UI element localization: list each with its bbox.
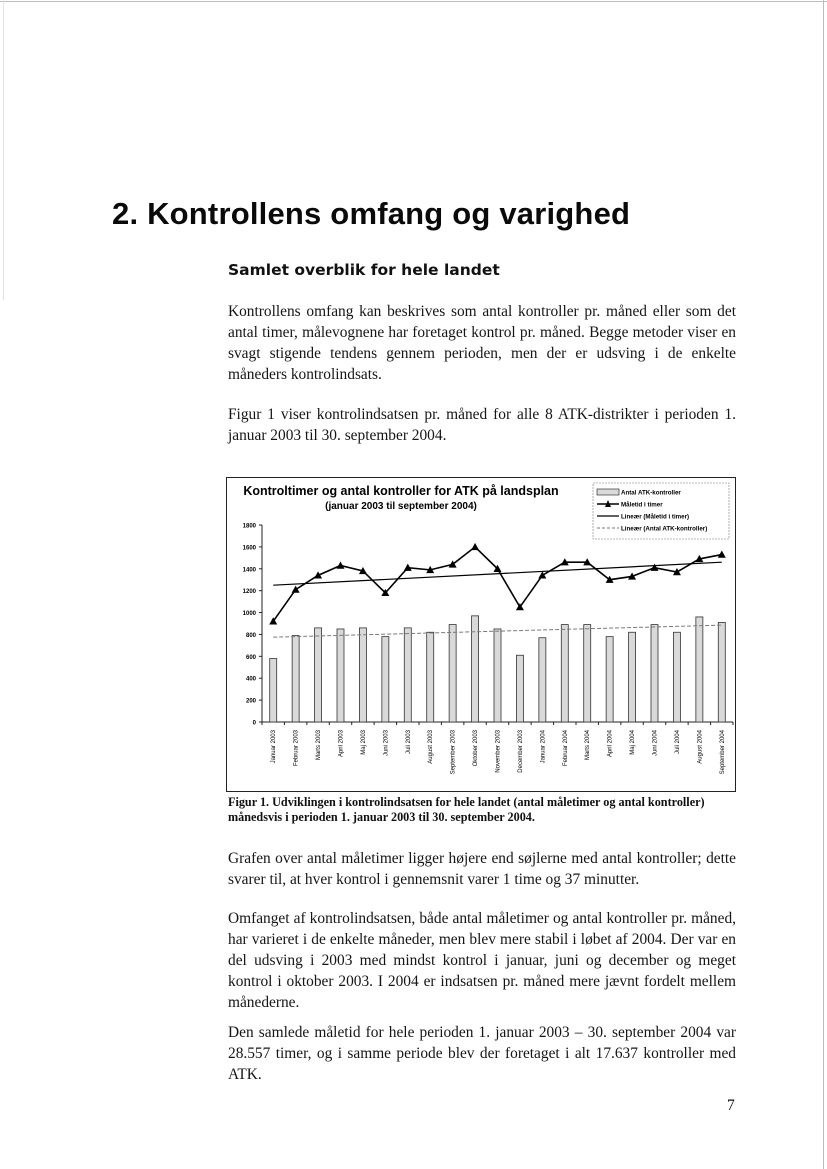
x-category-label: August 2004 xyxy=(697,730,704,764)
page-number: 7 xyxy=(727,1097,735,1114)
chart-subtitle: (januar 2003 til september 2004) xyxy=(325,501,477,512)
y-tick-label: 1200 xyxy=(242,589,256,596)
x-category-label: April 2003 xyxy=(338,730,345,758)
y-tick-label: 400 xyxy=(245,676,256,683)
scan-edge-top xyxy=(0,1,827,2)
x-category-label: Februar 2004 xyxy=(562,730,569,767)
scan-edge-right xyxy=(823,0,824,1169)
bar-antal-kontroller xyxy=(561,625,568,722)
x-category-label: Marts 2003 xyxy=(316,730,323,761)
legend-swatch-bar xyxy=(597,489,619,495)
bar-antal-kontroller xyxy=(606,637,613,722)
x-category-label: Marts 2004 xyxy=(585,730,592,761)
legend-label: Lineær (Måletid i timer) xyxy=(621,513,690,521)
x-category-label: Juli 2003 xyxy=(405,730,412,755)
x-category-label: Oktober 2003 xyxy=(473,730,480,767)
scan-edge-left xyxy=(3,0,4,300)
y-tick-label: 1800 xyxy=(242,523,256,530)
x-category-label: November 2003 xyxy=(495,730,502,773)
bar-antal-kontroller xyxy=(629,632,636,722)
figure-1 xyxy=(226,477,736,792)
bar-antal-kontroller xyxy=(382,637,389,722)
figure-caption: Figur 1. Udviklingen i kontrolindsatsen for hele landet (antal måletimer og antal kontroller) månedsvis i perioden 1. januar 2003 til 30. september 2004. xyxy=(228,795,705,824)
bar-antal-kontroller xyxy=(359,628,366,722)
x-category-label: Februar 2003 xyxy=(293,730,300,767)
x-category-label: Januar 2003 xyxy=(271,730,278,764)
bar-antal-kontroller xyxy=(427,632,434,722)
bar-antal-kontroller xyxy=(315,628,322,722)
legend-label: Måletid i timer xyxy=(621,501,663,509)
y-tick-label: 1000 xyxy=(242,611,256,618)
x-category-label: Juli 2004 xyxy=(674,730,681,755)
x-category-label: April 2004 xyxy=(607,730,614,758)
x-category-label: Maj 2003 xyxy=(360,730,367,755)
marker-maaletid xyxy=(337,561,345,568)
y-tick-label: 0 xyxy=(252,720,256,727)
bar-antal-kontroller xyxy=(651,625,658,722)
bar-antal-kontroller xyxy=(673,632,680,722)
x-category-label: Januar 2004 xyxy=(540,730,547,764)
marker-maaletid xyxy=(651,564,659,571)
y-tick-label: 800 xyxy=(245,632,256,639)
x-category-label: August 2003 xyxy=(428,730,435,764)
y-tick-label: 1400 xyxy=(242,567,256,574)
x-category-label: Juni 2004 xyxy=(652,730,659,757)
bar-antal-kontroller xyxy=(449,625,456,722)
paragraph-graph-comment: Grafen over antal måletimer ligger højere end søjlerne med antal kontroller; dette svarer til, at hver kontrol i gennemsnit varer 1 time og 37 minutter. xyxy=(228,850,736,888)
line-maaletid xyxy=(273,547,722,621)
bar-antal-kontroller xyxy=(270,659,277,722)
bar-antal-kontroller xyxy=(404,628,411,722)
bar-antal-kontroller xyxy=(539,638,546,722)
legend-label: Antal ATK-kontroller xyxy=(621,489,681,497)
paragraph-totals: Den samlede måletid for hele perioden 1. januar 2003 – 30. september 2004 var 28.557 timer, og i samme periode blev der foretaget i alt 17.637 kontroller med ATK. xyxy=(228,1024,736,1083)
marker-maaletid xyxy=(471,543,479,550)
bar-antal-kontroller xyxy=(292,636,299,722)
chart xyxy=(227,478,737,793)
legend-label: Lineær (Antal ATK-kontroller) xyxy=(621,525,708,533)
x-category-label: September 2004 xyxy=(719,730,726,775)
x-category-label: September 2003 xyxy=(450,730,457,775)
y-tick-label: 1600 xyxy=(242,545,256,552)
marker-maaletid xyxy=(718,551,726,558)
paragraph-intro: Kontrollens omfang kan beskrives som antal kontroller pr. måned eller som det antal timer, målevognene har foretaget kontrol pr. måned. Begge metoder viser en svagt stigende tendens gennem perioden, men der er udsving i de enkelte måneders kontrolindsats. xyxy=(228,303,736,383)
bar-antal-kontroller xyxy=(718,622,725,722)
y-tick-label: 600 xyxy=(245,654,256,661)
x-category-label: Maj 2004 xyxy=(630,730,637,755)
bar-antal-kontroller xyxy=(494,629,501,722)
chapter-title: 2. Kontrollens omfang og varighed xyxy=(112,196,631,231)
marker-maaletid xyxy=(292,586,300,593)
paragraph-variation: Omfanget af kontrolindsatsen, både antal måletimer og antal kontroller pr. måned, har varieret i de enkelte måneder, men blev mere stabil i løbet af 2004. Der var en del udsving i 2003 med mindst kontrol i januar, juni og december og meget kontrol i oktober 2003. I 2004 er indsatsen pr. måned mere jævnt fordelt mellem månederne. xyxy=(228,910,736,1011)
bar-antal-kontroller xyxy=(516,655,523,722)
paragraph-figure-reference: Figur 1 viser kontrolindsatsen pr. måned for alle 8 ATK-distrikter i perioden 1. januar 2003 til 30. september 2004. xyxy=(228,406,736,444)
y-tick-label: 200 xyxy=(245,698,256,705)
bar-antal-kontroller xyxy=(337,629,344,722)
marker-maaletid xyxy=(538,571,546,578)
bar-antal-kontroller xyxy=(584,625,591,722)
x-category-label: December 2003 xyxy=(517,730,524,773)
x-category-label: Juni 2003 xyxy=(383,730,390,757)
bar-antal-kontroller xyxy=(696,617,703,722)
section-title: Samlet overblik for hele landet xyxy=(228,261,500,279)
chart-title: Kontroltimer og antal kontroller for ATK på landsplan xyxy=(243,484,559,498)
